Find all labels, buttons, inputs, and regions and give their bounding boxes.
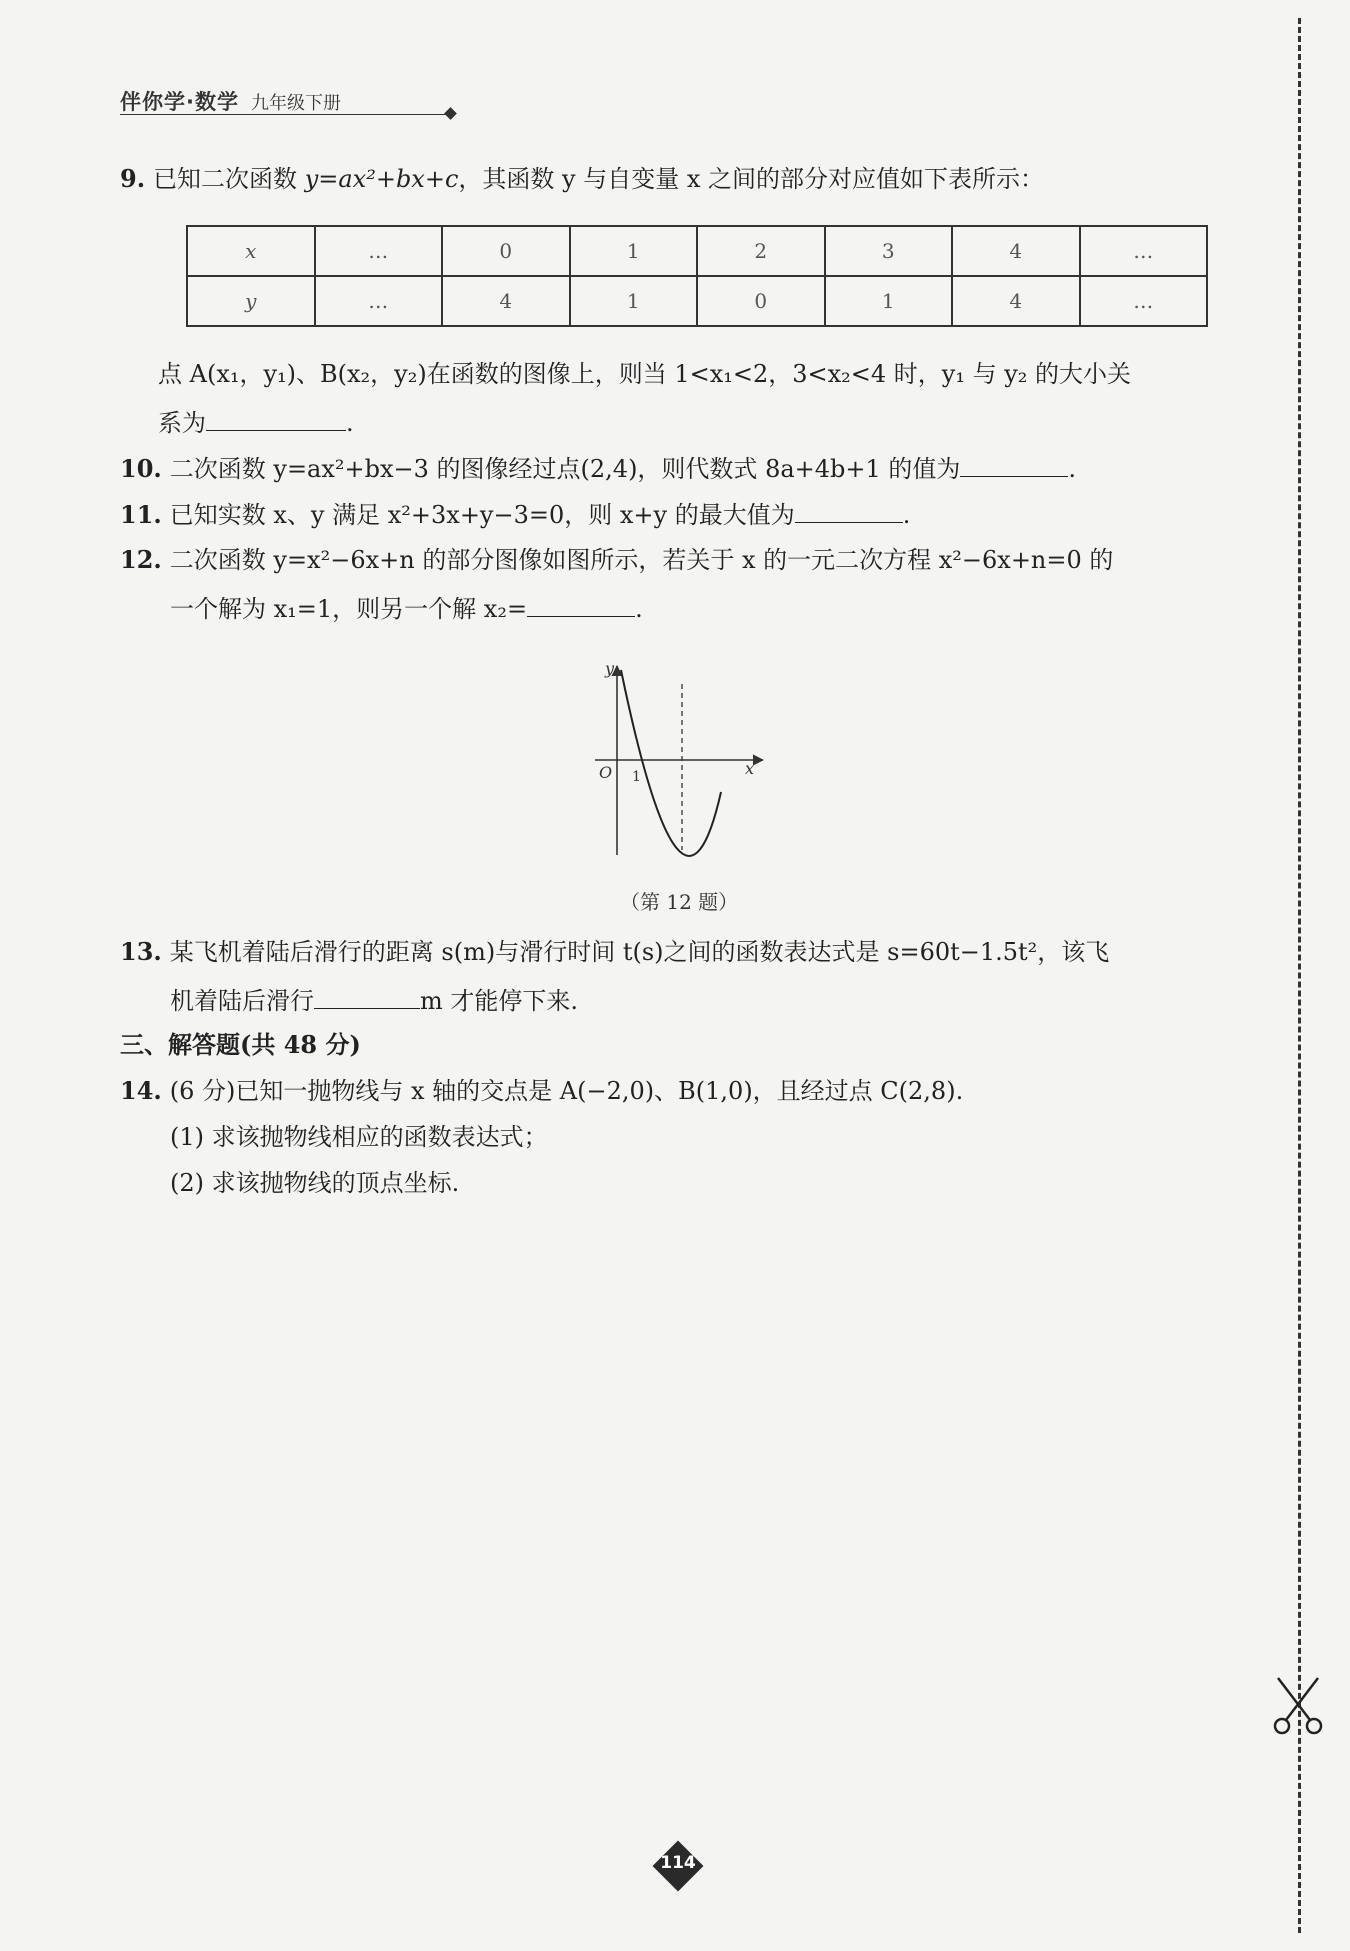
question-13-line2 xyxy=(170,982,578,1018)
table-cell: 4 xyxy=(952,276,1080,326)
section-title: 三、解答题(共 48 分) xyxy=(120,1030,361,1059)
table-cell: 0 xyxy=(697,276,825,326)
question-text: 二次函数 y=ax²+bx−3 的图像经过点(2,4)，则代数式 8a+4b+1 的值为 xyxy=(169,455,961,483)
table-cell: 1 xyxy=(570,226,698,276)
question-13-line1 xyxy=(120,935,1109,969)
book-subtitle: 九年级下册 xyxy=(250,93,341,114)
answer-blank xyxy=(960,450,1068,477)
table-cell: … xyxy=(315,276,443,326)
question-9-line3: 系为 . xyxy=(158,404,354,440)
table-cell: 2 xyxy=(697,226,825,276)
cut-line xyxy=(1298,18,1301,1933)
question-text: (6 分)已知一抛物线与 x 轴的交点是 A(−2,0)、B(1,0)，且经过点 C(2,8). xyxy=(169,1077,964,1105)
book-brand: 伴你学·数学 xyxy=(120,90,239,114)
x-axis-label: x xyxy=(745,759,755,778)
question-9-line2: 点 A(x₁，y₁)、B(x₂，y₂)在函数的图像上，则当 1<x₁<2，3<x₂<4 时，y₁ 与 y₂ 的大小关 xyxy=(158,360,1132,388)
table-cell: 4 xyxy=(442,276,570,326)
table-cell: … xyxy=(315,226,443,276)
question-14 xyxy=(120,1074,963,1108)
origin-label: O xyxy=(599,763,613,782)
y-axis-label: y xyxy=(605,659,615,678)
answer-blank xyxy=(527,590,635,617)
question-text: 一个解为 x₁=1，则另一个解 x₂= xyxy=(170,595,528,623)
question-number: 14. xyxy=(120,1076,162,1105)
question-text: 已知二次函数 xyxy=(153,165,298,193)
answer-blank xyxy=(314,982,420,1009)
tick-label-1: 1 xyxy=(632,769,641,785)
question-text: 二次函数 y=x²−6x+n 的部分图像如图所示，若关于 x 的一元二次方程 x²−6x+n=0 的 xyxy=(169,546,1114,574)
table-cell: 3 xyxy=(825,226,953,276)
page-number-badge xyxy=(652,1840,704,1892)
question-text: 机着陆后滑行 xyxy=(170,987,314,1015)
table-cell: … xyxy=(1080,276,1208,326)
page-number: 114 xyxy=(660,1853,696,1873)
table-row-y xyxy=(187,276,1207,326)
answer-blank xyxy=(795,496,903,523)
question-number: 11. xyxy=(120,500,162,529)
table-cell: 1 xyxy=(570,276,698,326)
table-cell: y xyxy=(187,276,315,326)
question-11: 11. 已知实数 x、y 满足 x²+3x+y−3=0，则 x+y 的最大值为 . xyxy=(120,496,910,532)
question-number: 9. xyxy=(120,164,146,193)
question-number: 10. xyxy=(120,454,162,483)
table-cell: … xyxy=(1080,226,1208,276)
question-9-line1 xyxy=(120,162,1044,196)
question-12-line2: 一个解为 x₁=1，则另一个解 x₂= . xyxy=(170,590,643,626)
header-rule xyxy=(120,114,450,115)
table-row-x xyxy=(187,226,1207,276)
question-text: 某飞机着陆后滑行的距离 s(m)与滑行时间 t(s)之间的函数表达式是 s=60t−1.5t²，该飞 xyxy=(169,938,1110,966)
question-10: 10. 二次函数 y=ax²+bx−3 的图像经过点(2,4)，则代数式 8a+4b+1 的值为 . xyxy=(120,450,1076,486)
question-text: ，其函数 y 与自变量 x 之间的部分对应值如下表所示： xyxy=(458,165,1045,193)
table-cell: 1 xyxy=(825,276,953,326)
table-cell: x xyxy=(187,226,315,276)
question-12-line1 xyxy=(120,543,1113,577)
function-expression: y=ax²+bx+c xyxy=(304,165,459,193)
answer-blank xyxy=(206,404,346,431)
question-14-part1: (1) 求该抛物线相应的函数表达式； xyxy=(170,1123,548,1151)
table-cell: 4 xyxy=(952,226,1080,276)
page-header xyxy=(120,86,460,116)
question-14-part2: (2) 求该抛物线的顶点坐标. xyxy=(170,1169,460,1197)
question-number: 12. xyxy=(120,545,162,574)
header-diamond xyxy=(444,107,457,120)
parabola-curve xyxy=(621,670,721,856)
figure-caption: （第 12 题） xyxy=(620,890,739,914)
table-cell: 0 xyxy=(442,226,570,276)
question-text: 已知实数 x、y 满足 x²+3x+y−3=0，则 x+y 的最大值为 xyxy=(169,501,795,529)
question-number: 13. xyxy=(120,937,162,966)
parabola-figure xyxy=(585,650,775,864)
question-text: 系为 xyxy=(158,409,206,437)
value-table xyxy=(186,225,1208,327)
question-text: m 才能停下来. xyxy=(420,987,579,1015)
parabola-graph xyxy=(585,650,775,860)
scissors-icon xyxy=(1270,1676,1326,1740)
